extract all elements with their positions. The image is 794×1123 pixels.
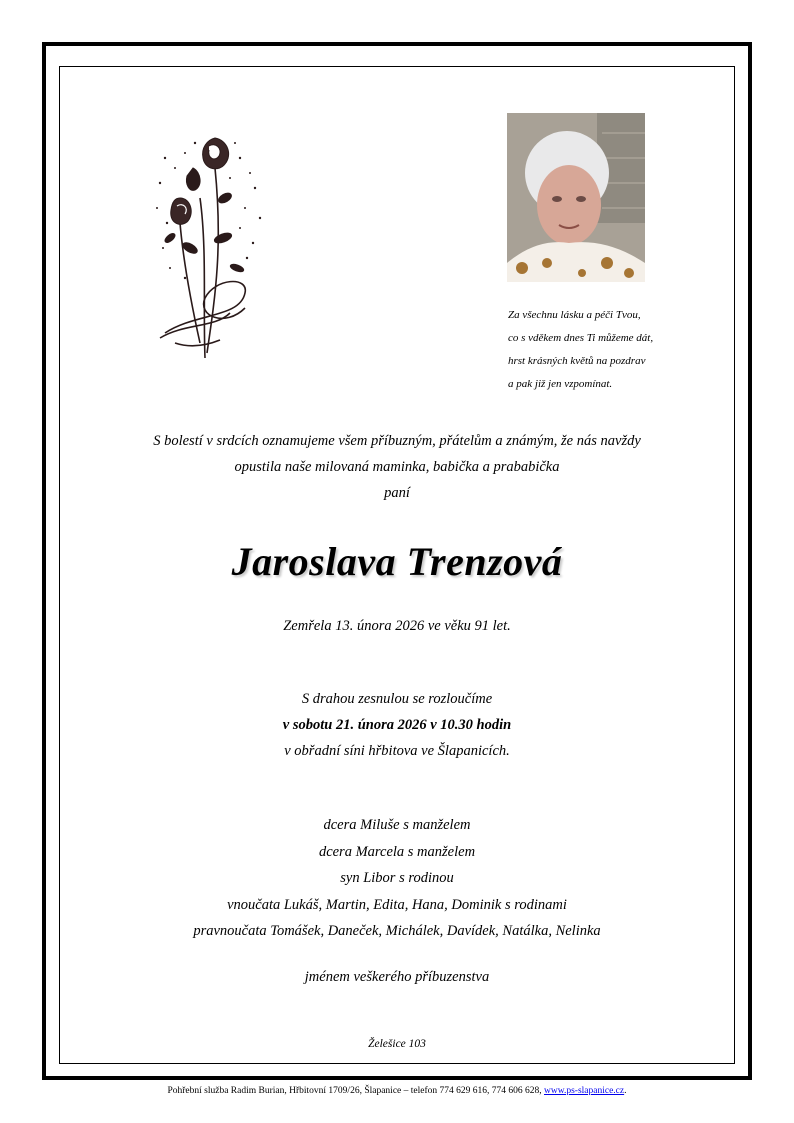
- announcement: [0, 428, 794, 506]
- funeral-datetime: v sobotu 21. února 2026 v 10.30 hodin: [282, 717, 512, 733]
- family-address: Želešice 103: [368, 1038, 426, 1050]
- poem-line: co s vděkem dnes Ti můžeme dát,: [508, 332, 654, 344]
- footer-text: Pohřební služba Radim Burian, Hřbitovní 1709/26, Šlapanice – telefon 774 629 616, 774 606 628,: [167, 1086, 542, 1096]
- footer-end: .: [624, 1086, 627, 1096]
- funeral-intro: S drahou zesnulou se rozloučíme: [301, 691, 493, 707]
- mourner-line: vnoučata Lukáš, Martin, Edita, Hana, Dominik s rodinami: [227, 896, 567, 913]
- footer-website-link[interactable]: www.ps-slapanice.cz: [544, 1086, 625, 1096]
- mourner-line: syn Libor s rodinou: [340, 870, 454, 886]
- mourner-line: dcera Marcela s manželem: [318, 843, 476, 860]
- mourner-line: pravnoučata Tomášek, Daneček, Michálek, Davídek, Natálka, Nelinka: [193, 923, 601, 939]
- behalf-line: jménem veškerého příbuzenstva: [304, 969, 490, 985]
- announcement-line: opustila naše milovaná maminka, babička a prababička: [234, 459, 560, 475]
- announcement-line: S bolestí v srdcích oznamujeme všem příbuzným, přátelům a známým, že nás navždy: [153, 433, 641, 449]
- portrait-image: [507, 113, 645, 282]
- footer: [0, 1086, 794, 1096]
- funeral-place: v obřadní síni hřbitova ve Šlapanicích.: [284, 743, 510, 759]
- funeral-info: [0, 686, 794, 764]
- announcement-line: paní: [384, 485, 410, 501]
- mourners-list: [0, 812, 794, 945]
- mourner-line: dcera Miluše s manželem: [323, 817, 471, 833]
- poem-line: hrst krásných květů na pozdrav: [508, 355, 646, 367]
- poem-line: a pak již jen vzpomínat.: [508, 378, 613, 390]
- deceased-name: Jaroslava Trenzová: [231, 539, 563, 584]
- death-date: Zemřela 13. února 2026 ve věku 91 let.: [283, 618, 511, 634]
- poem: [508, 304, 708, 396]
- portrait-photo: [507, 113, 645, 282]
- poem-line: Za všechnu lásku a péči Tvou,: [508, 309, 641, 321]
- rose-illustration: [145, 128, 275, 368]
